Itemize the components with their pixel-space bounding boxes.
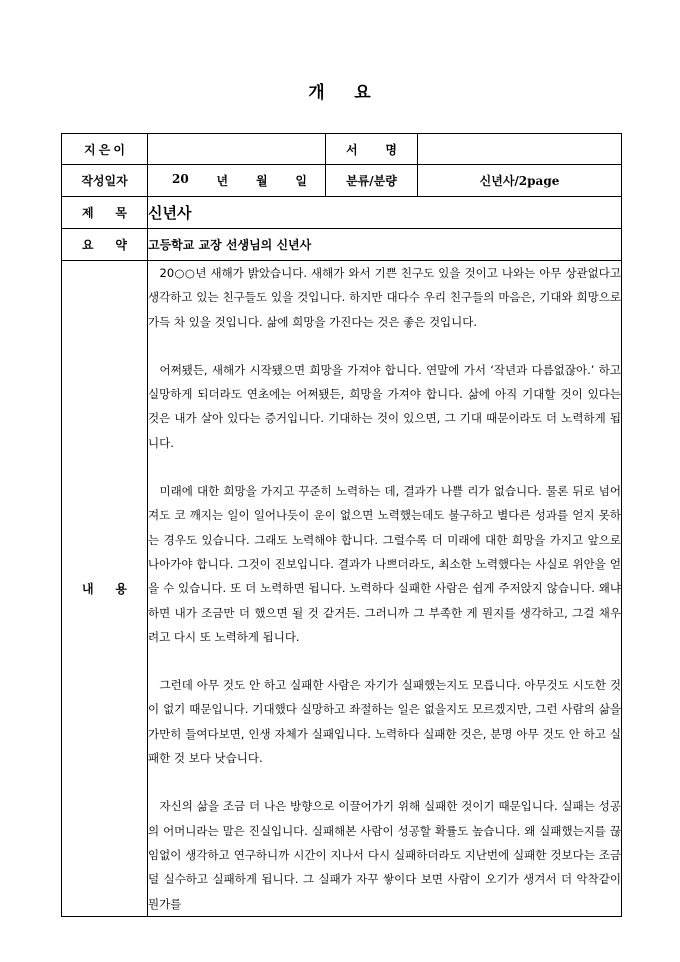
subject-row — [62, 197, 622, 229]
date-year: 20 — [172, 172, 189, 186]
category-label: 분류/분량 — [326, 165, 418, 197]
summary-label: 요 약 — [62, 229, 148, 261]
summary-row — [62, 229, 622, 261]
page-title — [0, 78, 680, 103]
content-paragraph: 자신의 삶을 조금 더 나은 방향으로 이끌어가기 위해 실패한 것이기 때문입니다. 실패는 성공의 어머니라는 말은 진실입니다. 실패해본 사람이 성공할 확률도 높습니다. 왜 실패했는지를 끊임없이 생각하고 연구하니까 시간이 지나서 다시 실패하더라도 지난번에 실패한 것보다는 조금 덜 실수하고 실패하게 됩니다. 그 실패가 자꾸 쌓이다 보면 사람이 오기가 생겨서 더 악착같이 뭔가를 — [148, 799, 621, 911]
author-row — [62, 134, 622, 165]
date-label: 작성일자 — [62, 165, 148, 197]
date-month-unit: 월 — [255, 174, 268, 188]
content-paragraph: 20○○년 새해가 밝았습니다. 새해가 와서 기쁜 친구도 있을 것이고 나와는 아무 상관없다고 생각하고 있는 친구들도 있을 것입니다. 하지만 대다수 우리 친구들의 마음은, 기대와 희망으로 가득 차 있을 것입니다. 삶에 희망을 가진다는 것은 좋은 것입니다. — [148, 266, 621, 329]
author-value[interactable] — [148, 134, 326, 165]
page-title-char: 개 — [308, 83, 326, 103]
summary-value[interactable]: 고등학교 교장 선생님의 신년사 — [148, 229, 622, 261]
date-day-unit: 일 — [295, 174, 307, 188]
signature-label: 서 명 — [326, 134, 418, 165]
content-paragraph: 그런데 아무 것도 안 하고 실패한 사람은 자기가 실패했는지도 모릅니다. 아무것도 시도한 것이 없기 때문입니다. 기대했다 실망하고 좌절하는 일은 없을지도 모르겠지만, 그런 사람의 삶을 가만히 들여다보면, 인생 자체가 실패입니다. 노력하다 실패한 것은, 분명 아무 것도 안 하고 실패한 것 보다 낫습니다. — [148, 678, 621, 766]
date-year-unit: 년 — [216, 174, 229, 188]
overview-form-table — [61, 133, 622, 917]
signature-value[interactable] — [418, 134, 622, 165]
content-row — [62, 261, 622, 917]
content-body[interactable] — [148, 261, 622, 917]
author-label: 지 은 이 — [62, 134, 148, 165]
page-title-char: 요 — [354, 83, 372, 103]
date-value[interactable] — [148, 165, 326, 197]
content-paragraph: 어쩌됐든, 새해가 시작됐으면 희망을 가져야 합니다. 연말에 가서 ‘작년과 다름없잖아.’ 하고 실망하게 되더라도 연초에는 어쩌됐든, 희망을 가져야 합니다. 삶에 아직 기대할 것이 있다는 것은 내가 살아 있다는 증거입니다. 기대하는 것이 있으면, 그 기대 때문이라도 더 노력하게 됩니다. — [148, 362, 621, 450]
date-row — [62, 165, 622, 197]
subject-label: 제 목 — [62, 197, 148, 229]
content-paragraph: 미래에 대한 희망을 가지고 꾸준히 노력하는 데, 결과가 나쁠 리가 없습니다. 물론 뒤로 넘어져도 코 깨지는 일이 일어나듯이 운이 없으면 노력했는데도 불구하고 별다른 성과를 얻지 못하는 경우도 있습니다. 그래도 노력해야 합니다. 그럴수록 더 미래에 대한 희망을 가지고 앞으로 나아가야 합니다. 그것이 진보입니다. 결과가 나쁘더라도, 최소한 노력했다는 사실로 위안을 얻을 수 있습니다. 또 더 노력하면 됩니다. 노력하다 실패한 사람은 쉽게 주저앉지 않습니다. 왜냐하면 내가 조금만 더 했으면 될 것 같거든. 그러니까 그 부족한 게 뭔지를 생각하고, 그걸 채우려고 다시 또 노력하게 됩니다. — [148, 484, 621, 644]
subject-value[interactable]: 신년사 — [148, 197, 622, 229]
category-value[interactable]: 신년사/2page — [418, 165, 622, 197]
content-label: 내 용 — [62, 261, 148, 917]
